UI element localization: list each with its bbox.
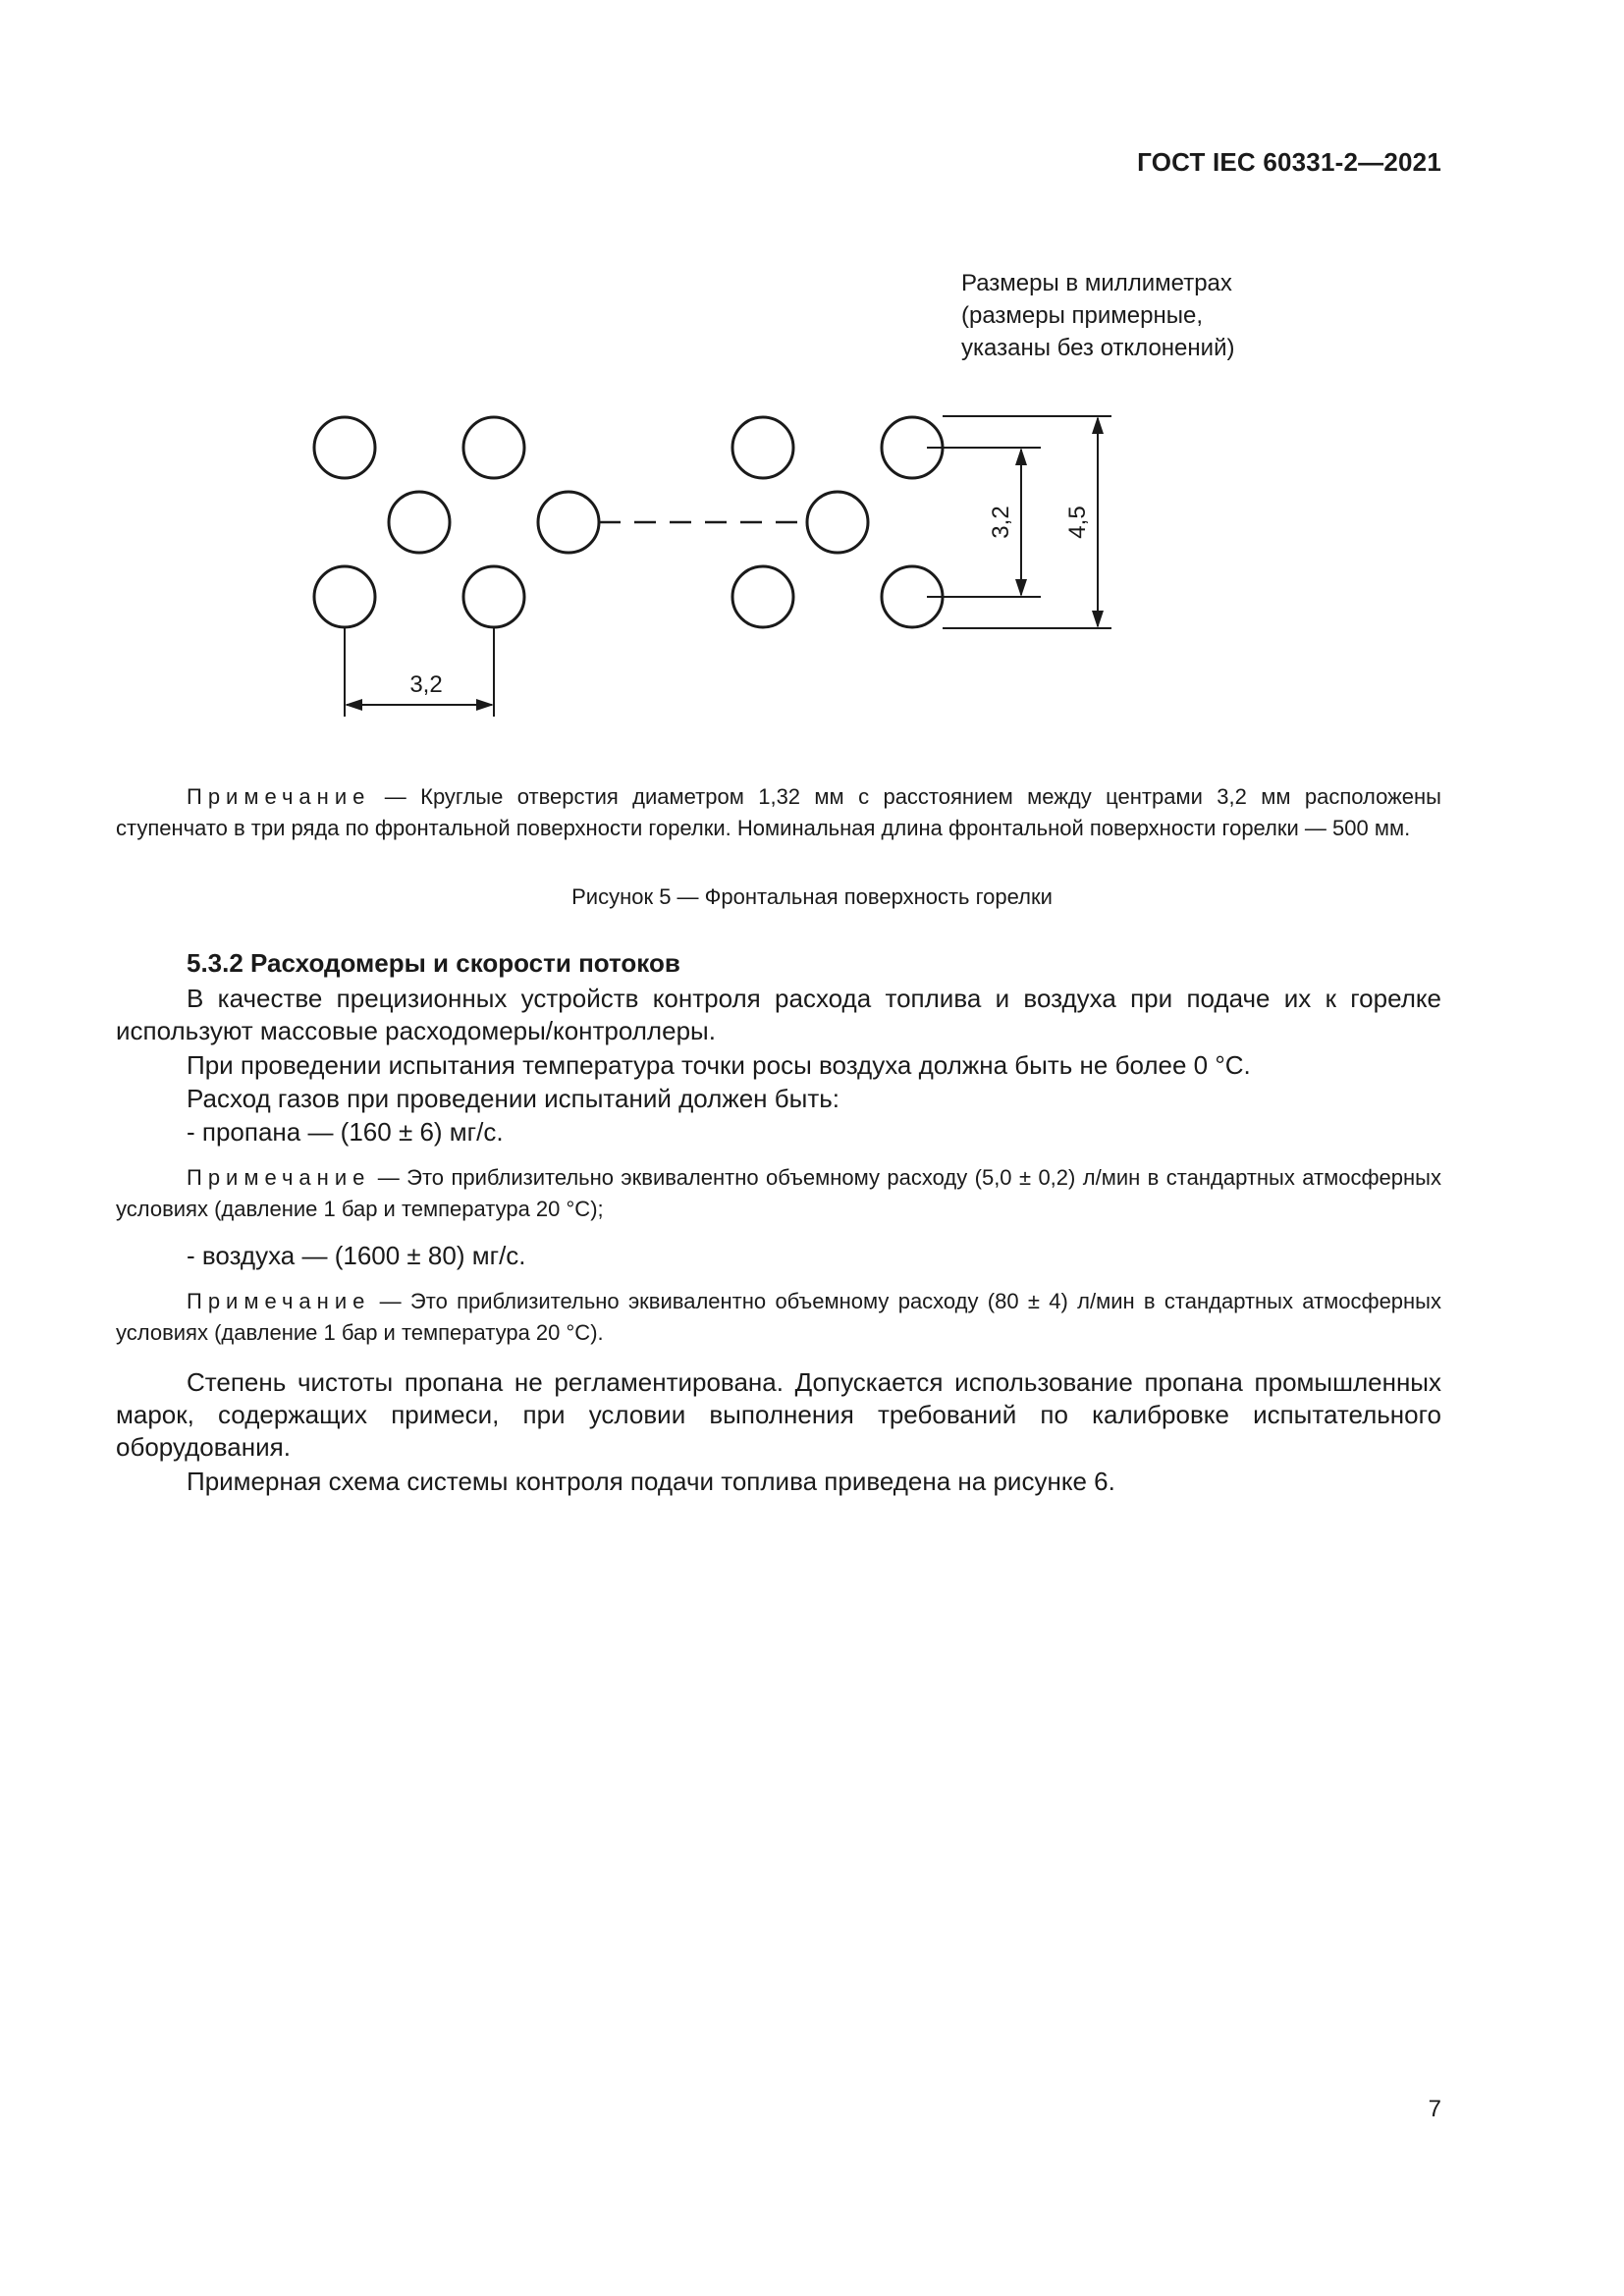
note-text: — Круглые отверстия диаметром 1,32 мм с расстоянием между центрами 3,2 мм расположены ступенчато в три ряда по фронтальной поверхности горелки. Номинальная длина фронтальной поверхности горелки — 500 мм. — [116, 784, 1441, 840]
document-code-header: ГОСТ IEC 60331-2—2021 — [1137, 147, 1441, 177]
note-propane — [116, 1162, 1441, 1225]
arrowhead — [345, 699, 362, 711]
burner-face-diagram — [0, 0, 1624, 746]
page-number: 7 — [1428, 2096, 1441, 2122]
hole — [732, 566, 793, 627]
dim-vertical-outer-label: 4,5 — [1064, 506, 1091, 539]
figure-caption: Рисунок 5 — Фронтальная поверхность горелки — [571, 884, 1053, 909]
list-item-propane: - пропана — (160 ± 6) мг/с. — [187, 1117, 504, 1147]
hole — [389, 492, 450, 553]
arrowhead — [476, 699, 494, 711]
note-text: — Это приблизительно эквивалентно объемному расходу (80 ± 4) л/мин в стандартных атмосферных условиях (давление 1 бар и температура 20 °С). — [116, 1289, 1441, 1345]
dim-horizontal-label: 3,2 — [409, 671, 443, 698]
hole — [314, 566, 375, 627]
dims-note-line-1: Размеры в миллиметрах — [961, 270, 1232, 296]
paragraph-4: Степень чистоты пропана не регламентирована. Допускается использование пропана промышленных марок, содержащих примеси, при условии выполнения требований по калибровке испытательного оборудования. — [116, 1367, 1441, 1462]
dims-note-line-3: указаны без отклонений) — [961, 335, 1235, 361]
note-lead: Примечание — [187, 1289, 371, 1313]
paragraph-1: В качестве прецизионных устройств контроля расхода топлива и воздуха при подаче их к горелке используют массовые расходомеры/контроллеры. — [116, 984, 1441, 1045]
hole — [314, 417, 375, 478]
hole — [807, 492, 868, 553]
figure-note — [116, 781, 1441, 844]
hole — [463, 417, 524, 478]
hole — [538, 492, 599, 553]
arrowhead — [1092, 416, 1104, 434]
arrowhead — [1015, 448, 1027, 465]
list-item-air: - воздуха — (1600 ± 80) мг/с. — [187, 1241, 526, 1270]
dims-note-line-2: (размеры примерные, — [961, 302, 1203, 329]
paragraph-5: Примерная схема системы контроля подачи топлива приведена на рисунке 6. — [187, 1467, 1115, 1496]
section-title: 5.3.2 Расходомеры и скорости потоков — [187, 948, 680, 978]
note-air — [116, 1286, 1441, 1349]
arrowhead — [1092, 611, 1104, 628]
paragraph-3: Расход газов при проведении испытаний должен быть: — [187, 1084, 840, 1113]
arrowhead — [1015, 579, 1027, 597]
note-lead: Примечание — [187, 784, 371, 809]
paragraph-2: При проведении испытания температура точки росы воздуха должна быть не более 0 °C. — [187, 1050, 1251, 1080]
hole — [732, 417, 793, 478]
note-lead: Примечание — [187, 1165, 371, 1190]
note-text: — Это приблизительно эквивалентно объемному расходу (5,0 ± 0,2) л/мин в стандартных атмосферных условиях (давление 1 бар и температура 20 °С); — [116, 1165, 1441, 1221]
dim-vertical-inner-label: 3,2 — [988, 506, 1014, 539]
hole — [463, 566, 524, 627]
